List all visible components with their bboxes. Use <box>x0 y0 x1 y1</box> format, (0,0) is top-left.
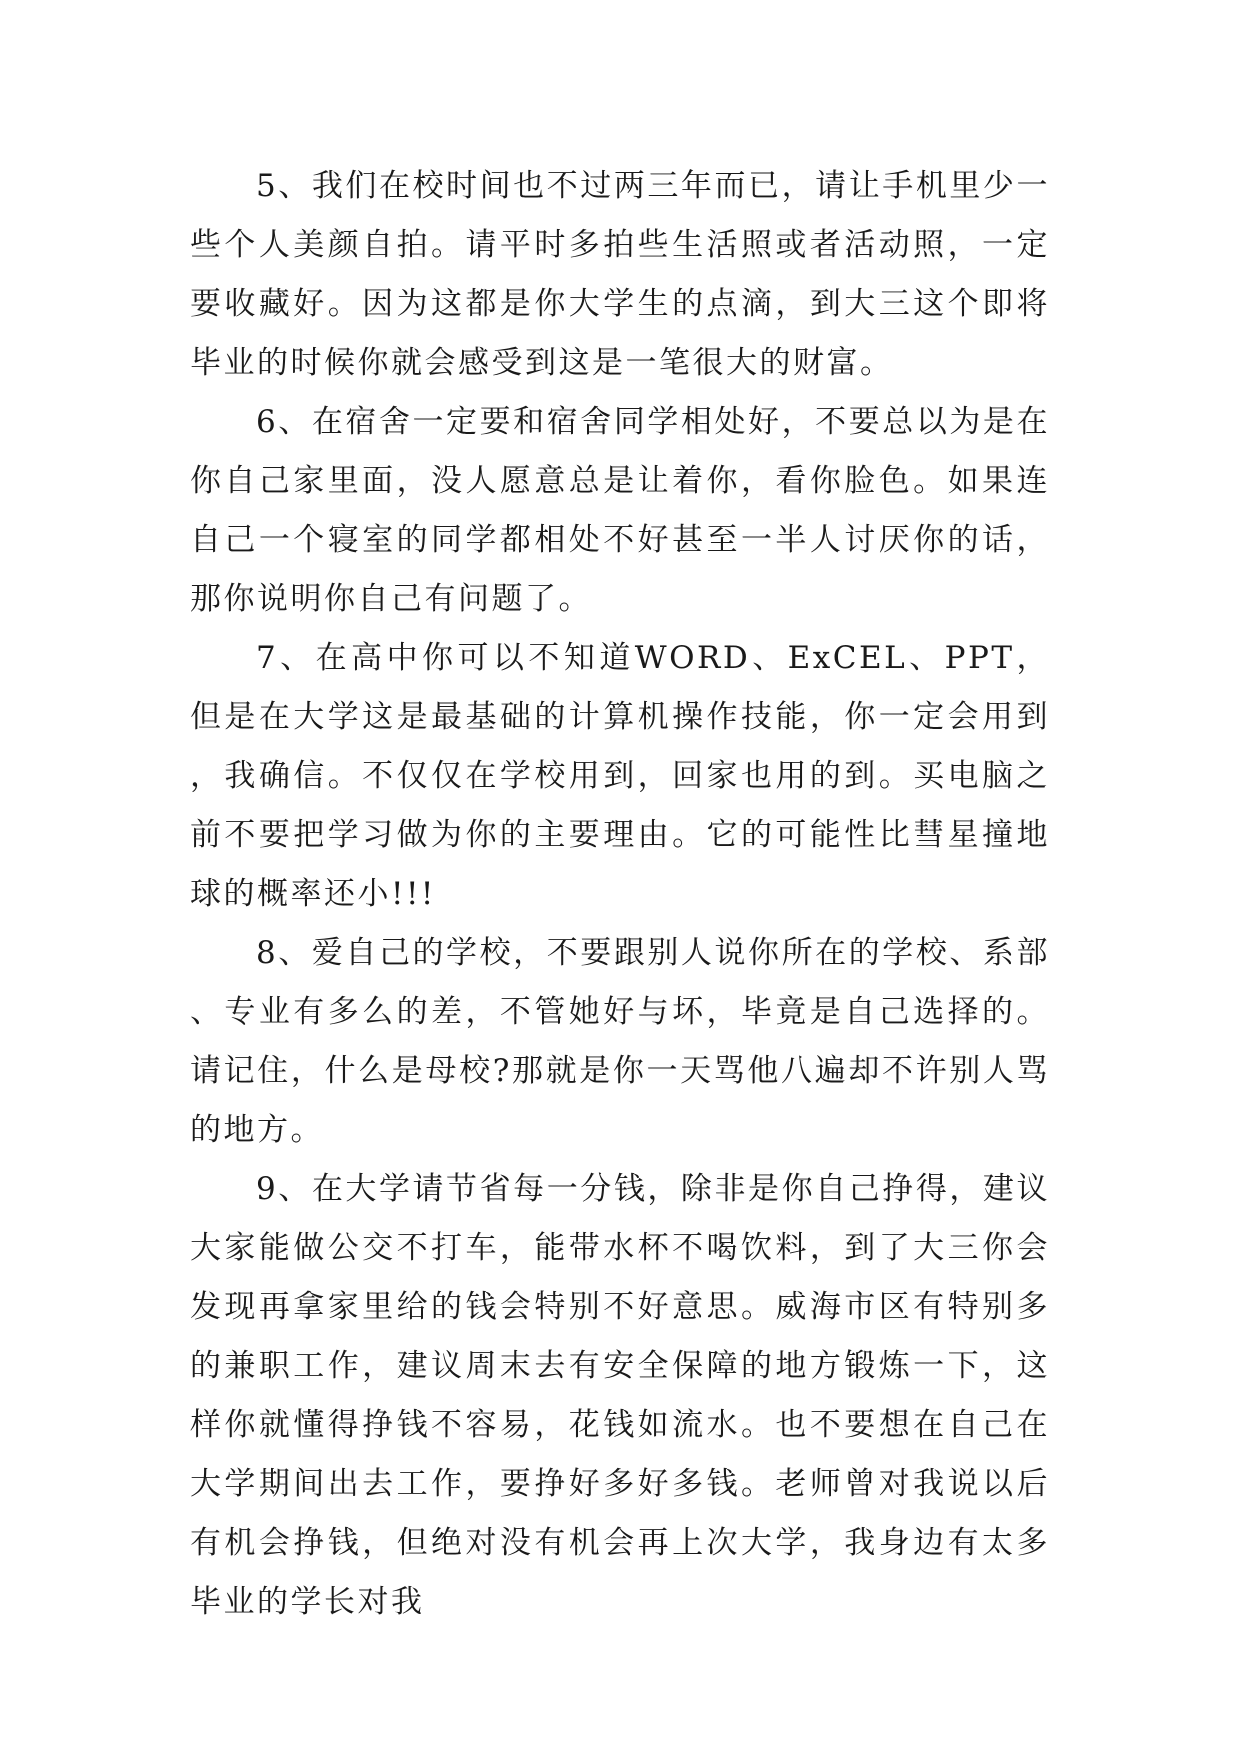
paragraph-8: 8、爱自己的学校，不要跟别人说你所在的学校、系部、专业有多么的差，不管她好与坏，毕竟是自己选择的。请记住，什么是母校?那就是你一天骂他八遍却不许别人骂的地方。 <box>190 935 1050 1148</box>
paragraph-7: 7、在高中你可以不知道WORD、ExCEL、PPT，但是在大学这是最基础的计算机操作技能，你一定会用到，我确信。不仅仅在学校用到，回家也用的到。买电脑之前不要把学习做为你的主要理由。它的可能性比彗星撞地球的概率还小!!! <box>190 640 1050 912</box>
paragraph-6: 6、在宿舍一定要和宿舍同学相处好，不要总以为是在你自己家里面，没人愿意总是让着你，看你脸色。如果连自己一个寝室的同学都相处不好甚至一半人讨厌你的话，那你说明你自己有问题了。 <box>190 404 1050 617</box>
paragraph-9: 9、在大学请节省每一分钱，除非是你自己挣得，建议大家能做公交不打车，能带水杯不喝饮料，到了大三你会发现再拿家里给的钱会特别不好意思。威海市区有特别多的兼职工作，建议周末去有安全保障的地方锻炼一下，这样你就懂得挣钱不容易，花钱如流水。也不要想在自己在大学期间出去工作，要挣好多好多钱。老师曾对我说以后有机会挣钱，但绝对没有机会再上次大学，我身边有太多毕业的学长对我 <box>190 1171 1050 1620</box>
paragraph-5: 5、我们在校时间也不过两三年而已，请让手机里少一些个人美颜自拍。请平时多拍些生活照或者活动照，一定要收藏好。因为这都是你大学生的点滴，到大三这个即将毕业的时候你就会感受到这是一笔很大的财富。 <box>190 168 1050 381</box>
document-body <box>190 157 1050 1632</box>
